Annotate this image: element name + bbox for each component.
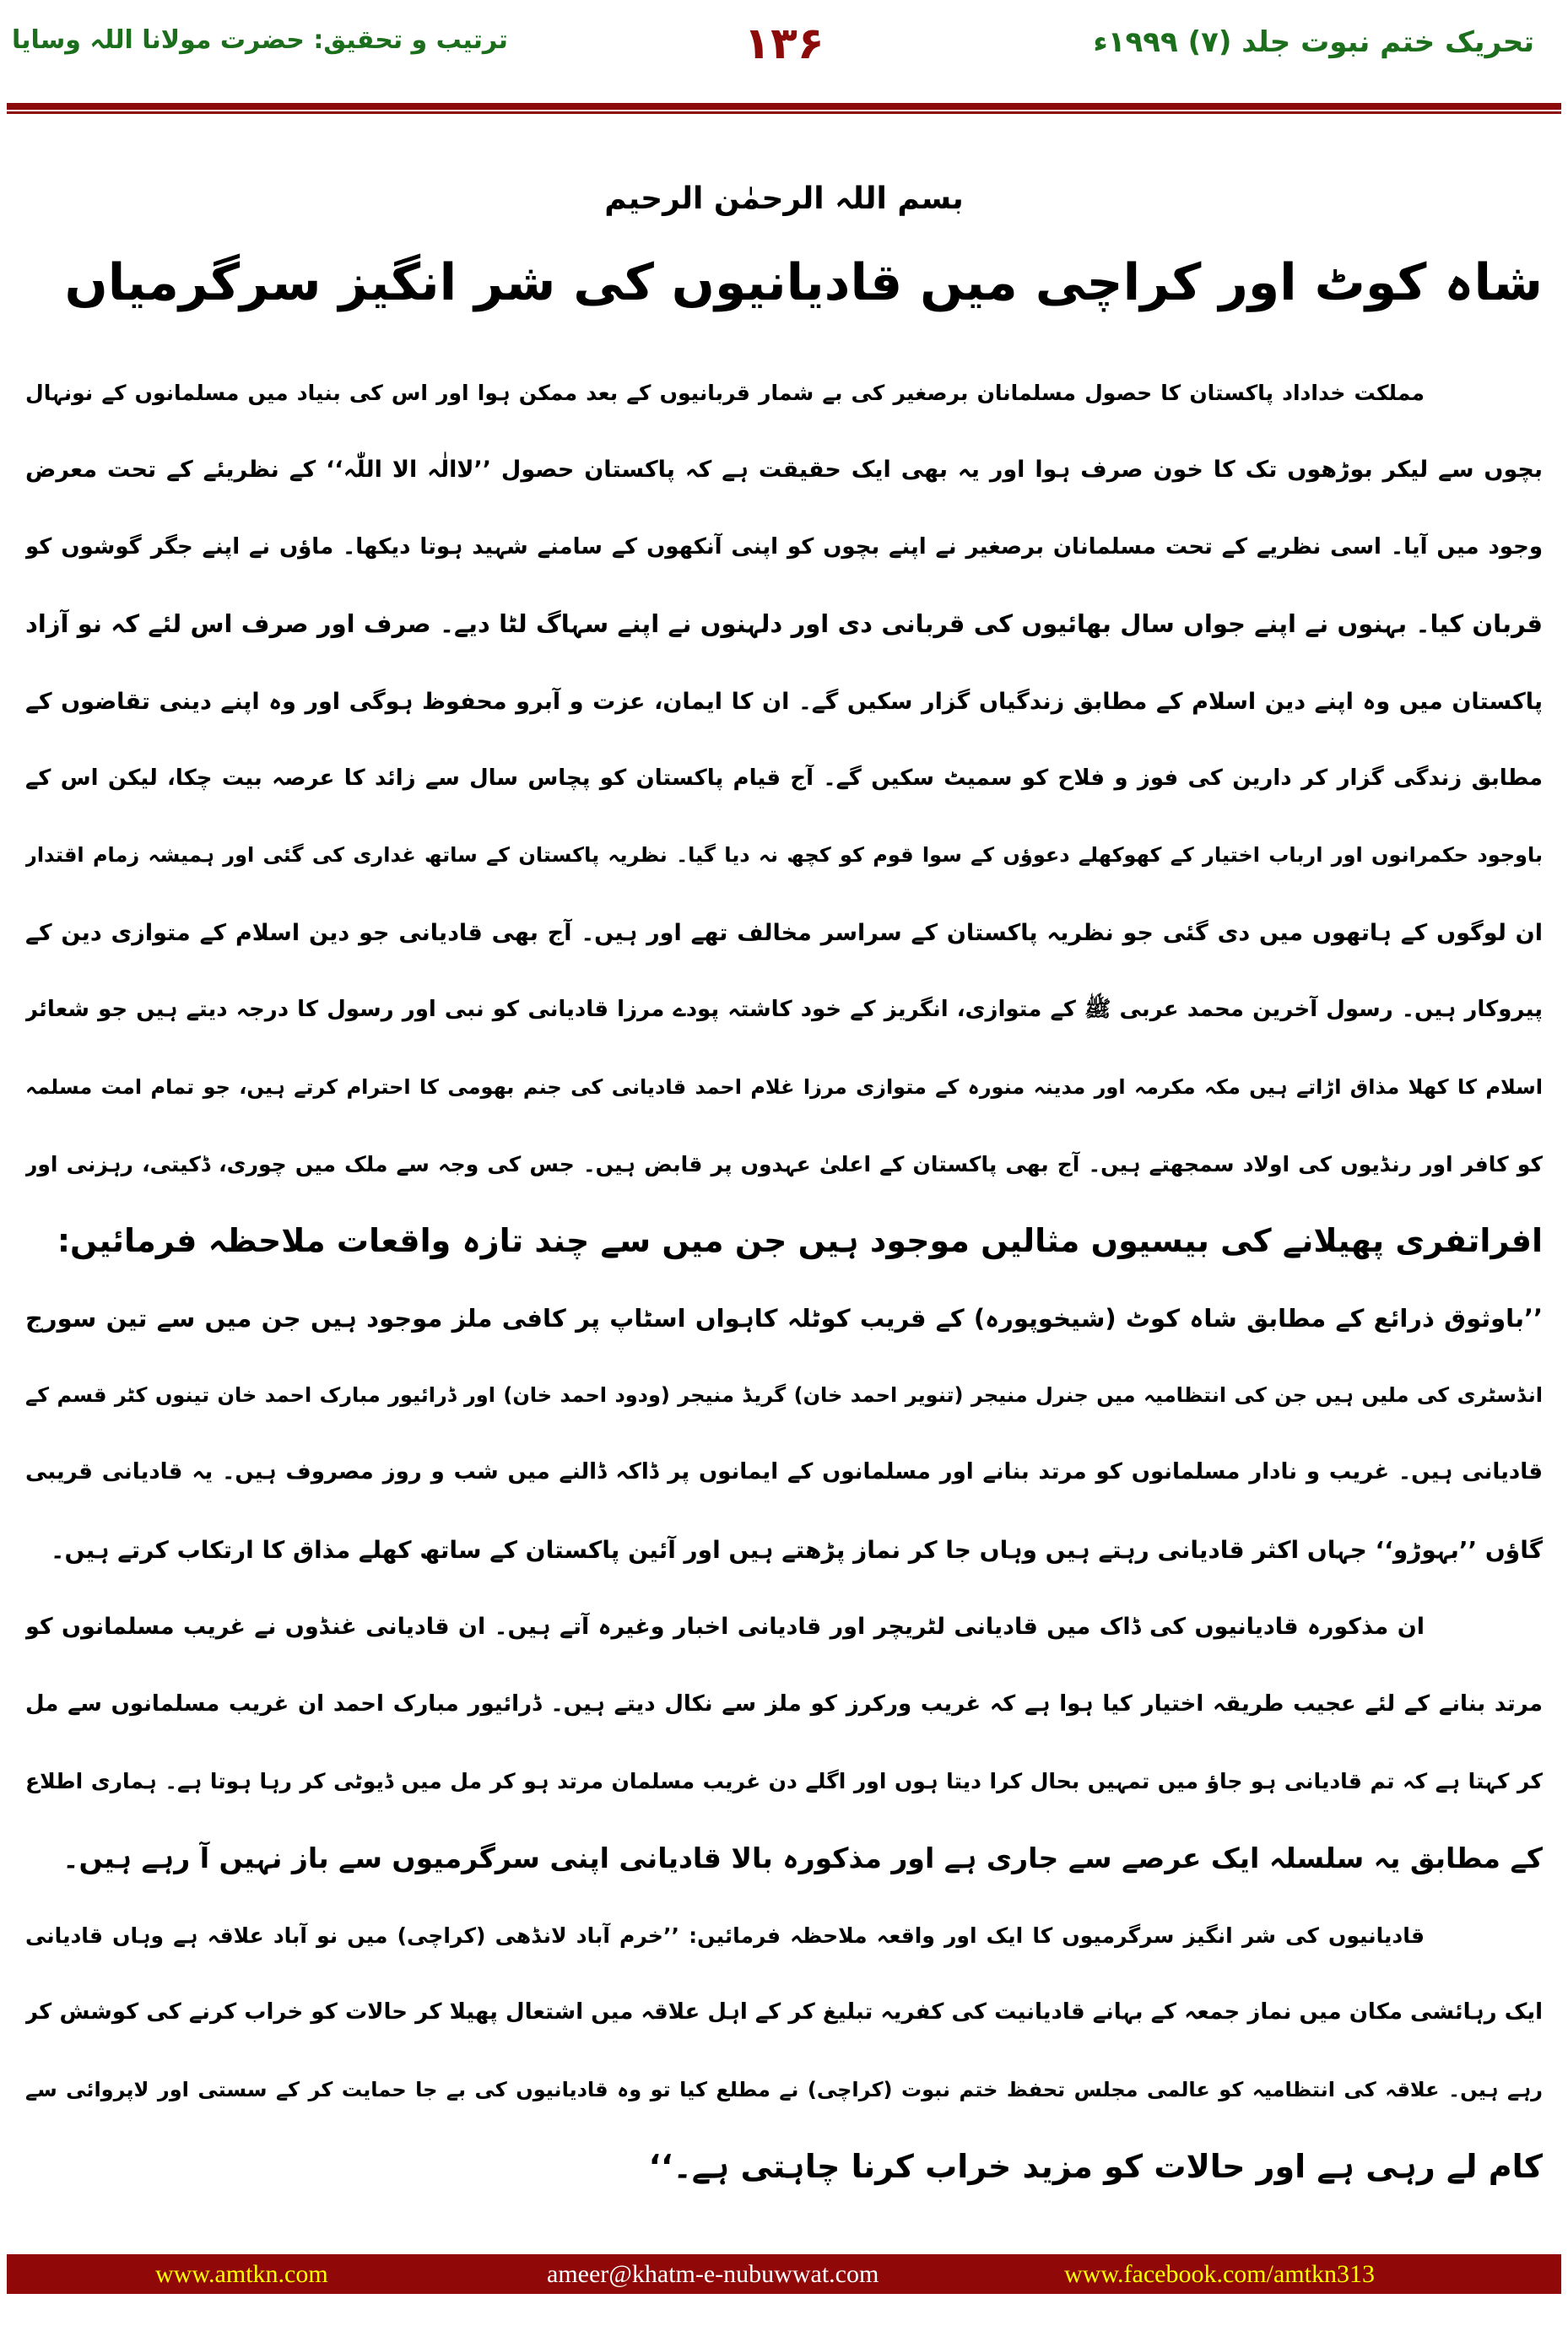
body-line: پاکستان میں وہ اپنے دین اسلام کے مطابق زندگیاں گزار سکیں گے۔ ان کا ایمان، عزت و آبرو محفوظ ہوگی اور وہ اپنے دینی تقاضوں کے — [25, 688, 1543, 715]
body-line: قربان کیا۔ بہنوں نے اپنے جواں سال بھائیوں کی قربانی دی اور دلہنوں نے اپنے سہاگ لٹا دیے۔ صرف اور صرف اس لئے کہ نو آزاد — [25, 609, 1543, 639]
page-number: ۱۳۶ — [743, 19, 825, 69]
book-title: تحریک ختم نبوت جلد (۷) ۱۹۹۹ء — [1093, 25, 1534, 59]
body-line: ایک رہائشی مکان میں نماز جمعہ کے بہانے قادیانیت کی کفریہ تبلیغ کر کے اہل علاقہ میں اشتعال پھیلا کر حالات کو خراب کرنے کی کوشش کر — [25, 1999, 1543, 2026]
body-line: ’’باوثوق ذرائع کے مطابق شاہ کوٹ (شیخوپورہ) کے قریب کوٹلہ کاہواں اسٹاپ پر کافی ملز موجود ہیں جن میں سے تین سورج — [25, 1303, 1543, 1333]
body-line: مطابق زندگی گزار کر دارین کی فوز و فلاح کو سمیٹ سکیں گے۔ آج قیام پاکستان کو پچاس سال سے زائد کا عرصہ بیت چکا، لیکن اس کے — [25, 765, 1543, 791]
body-line: باوجود حکمرانوں اور ارباب اختیار کے کھوکھلے دعوؤں کے سوا قوم کو کچھ نہ دیا گیا۔ نظریہ پاکستان کے ساتھ غداری کی گئی اور ہمیشہ زمام اقتدار — [25, 843, 1543, 868]
body-line: ان لوگوں کے ہاتھوں میں دی گئی جو نظریہ پاکستان کے سراسر مخالف تھے اور ہیں۔ آج بھی قادیانی جو دین اسلام کے متوازی دین کے — [25, 919, 1543, 946]
body-line: رہے ہیں۔ علاقہ کی انتظامیہ کو عالمی مجلس تحفظ ختم نبوت (کراچی) نے مطلع کیا تو وہ قادیانیوں کی بے جا حمایت کر کے سستی اور لاپروائی سے — [25, 2077, 1543, 2101]
body-line: کے مطابق یہ سلسلہ ایک عرصے سے جاری ہے اور مذکورہ بالا قادیانی اپنی سرگرمیوں سے باز نہیں آ رہے ہیں۔ — [62, 1842, 1543, 1875]
body-line: کام لے رہی ہے اور حالات کو مزید خراب کرنا چاہتی ہے۔‘‘ — [648, 2147, 1543, 2185]
website-link[interactable]: www.amtkn.com — [155, 2259, 328, 2288]
footer-bar — [7, 2254, 1561, 2294]
body-line: گاؤں ’’بہوڑو‘‘ جہاں اکثر قادیانی رہتے ہیں وہاں جا کر نماز پڑھتے ہیں اور آئین پاکستان کے ساتھ کھلے مذاق کا ارتکاب کرتے ہیں۔ — [51, 1535, 1543, 1564]
body-line: انڈسٹری کی ملیں ہیں جن کی انتظامیہ میں جنرل منیجر (تنویر احمد خان) گریڈ منیجر (ودود احمد خان) اور ڈرائیور مبارک احمد خان تینوں کٹر قسم کے — [25, 1383, 1543, 1408]
body-line: افراتفری پھیلانے کی بیسیوں مثالیں موجود ہیں جن میں سے چند تازہ واقعات ملاحظہ فرمائیں: — [57, 1222, 1543, 1260]
body-line: مملکت خداداد پاکستان کا حصول مسلمانان برصغیر کی بے شمار قربانیوں کے بعد ممکن ہوا اور اس کی بنیاد میں مسلمانوں کے نونہال — [25, 381, 1425, 405]
body-line: قادیانیوں کی شر انگیز سرگرمیوں کا ایک اور واقعہ ملاحظہ فرمائیں: ’’خرم آباد لانڈھی (کراچی) میں نو آباد علاقہ ہے وہاں قادیانی — [25, 1923, 1425, 1948]
header-rule-thick — [7, 103, 1561, 110]
body-line: مرتد بنانے کے لئے عجیب طریقہ اختیار کیا ہوا ہے کہ غریب ورکرز کو ملز سے نکال دیتے ہیں۔ ڈرائیور مبارک احمد ان غریب مسلمانوں سے مل — [25, 1690, 1543, 1717]
facebook-link[interactable]: www.facebook.com/amtkn313 — [1064, 2259, 1375, 2288]
article-title: شاہ کوٹ اور کراچی میں قادیانیوں کی شر انگیز سرگرمیاں — [64, 253, 1543, 312]
article-body — [25, 354, 1543, 2205]
body-line: اسلام کا کھلا مذاق اڑاتے ہیں مکہ مکرمہ اور مدینہ منورہ کے متوازی مرزا غلام احمد قادیانی کی جنم بھومی کا احترام کرتے ہیں، جو تمام امت مسلمہ — [25, 1074, 1543, 1099]
body-line: وجود میں آیا۔ اسی نظریے کے تحت مسلمانان برصغیر نے اپنے بچوں کو اپنی آنکھوں کے سامنے شہید ہوتا دیکھا۔ ماؤں نے اپنے جگر گوشوں کو — [25, 533, 1543, 560]
body-line: قادیانی ہیں۔ غریب و نادار مسلمانوں کو مرتد بنانے اور مسلمانوں کے ایمانوں پر ڈاکہ ڈالنے میں شب و روز مصروف ہیں۔ یہ قادیانی قریبی — [25, 1459, 1543, 1485]
body-line: کو کافر اور رنڈیوں کی اولاد سمجھتے ہیں۔ آج بھی پاکستان کے اعلیٰ عہدوں پر قابض ہیں۔ جس کی وجہ سے ملک میں چوری، ڈکیتی، رہزنی اور — [25, 1151, 1543, 1176]
compiler-credit: ترتیب و تحقیق: حضرت مولانا اللہ وسایا — [12, 25, 508, 55]
body-line: کر کہتا ہے کہ تم قادیانی ہو جاؤ میں تمہیں بحال کرا دیتا ہوں اور اگلے دن غریب مسلمان مرتد ہو کر مل میں ڈیوٹی کر رہا ہوتا ہے۔ ہماری اطلاع — [25, 1769, 1543, 1794]
body-line: بچوں سے لیکر بوڑھوں تک کا خون صرف ہوا اور یہ بھی ایک حقیقت ہے کہ پاکستان حصول ’’لاالٰہ الا اللّٰہ‘‘ کے نظریئے کے تحت معرض — [25, 457, 1543, 484]
body-line: پیروکار ہیں۔ رسول آخرین محمد عربی ﷺ کے متوازی، انگریز کے خود کاشتہ پودے مرزا قادیانی کو نبی اور رسول کا درجہ دیتے ہیں جو شعائر — [25, 997, 1543, 1023]
email-link[interactable]: ameer@khatm-e-nubuwwat.com — [547, 2259, 879, 2288]
body-line: ان مذکورہ قادیانیوں کی ڈاک میں قادیانی لٹریچر اور قادیانی اخبار وغیرہ آتے ہیں۔ ان قادیانی غنڈوں نے غریب مسلمانوں کو — [25, 1614, 1425, 1641]
bismillah: بسم اللہ الرحمٰن الرحیم — [604, 181, 964, 216]
header-rule-thin — [7, 111, 1561, 114]
